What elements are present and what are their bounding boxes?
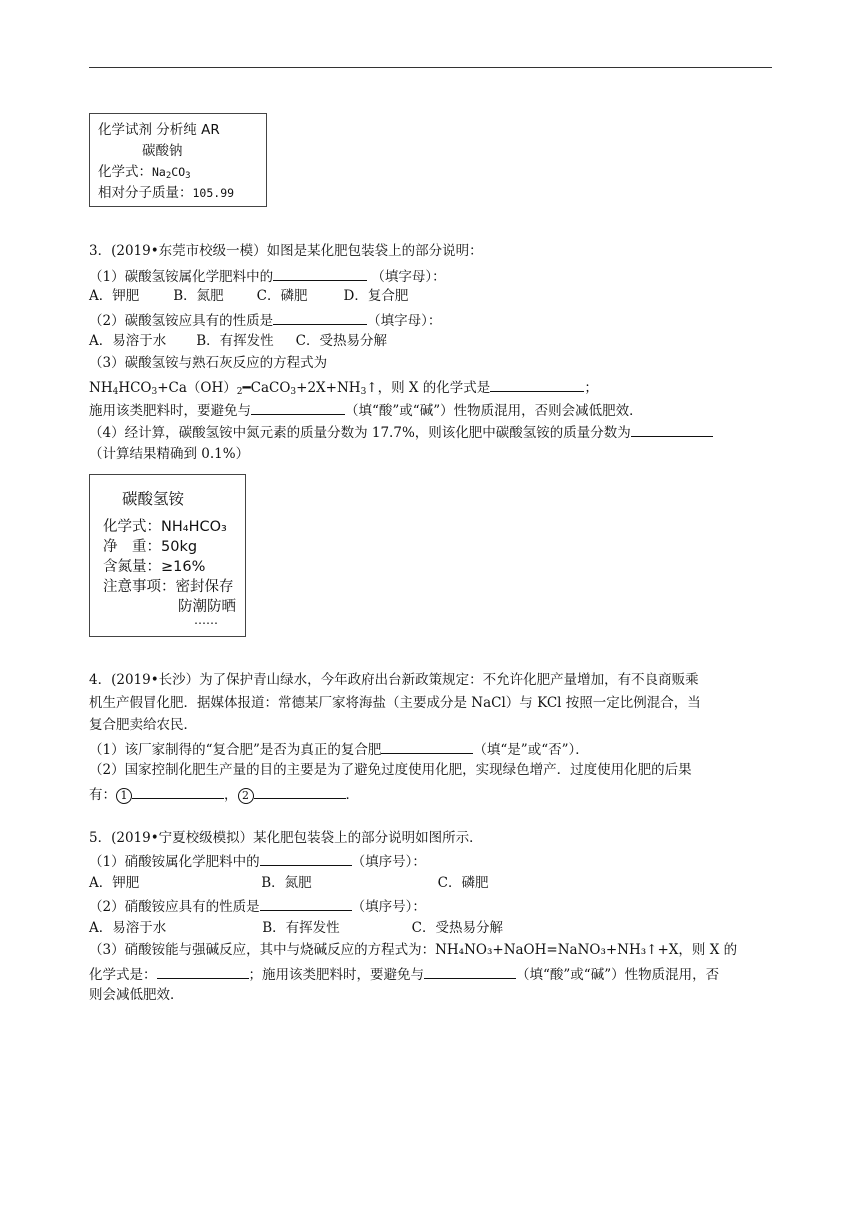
q3-part2: （2）碳酸氢铵应具有的性质是 （填字母）： (89, 313, 442, 329)
q3-part4-line2: （计算结果精确到 0.1%） (89, 446, 250, 462)
q4-part2: （2）国家控制化肥生产量的目的主要是为了避免过度使用化肥，实现绿色增产．过度使用化肥的后果 (89, 762, 692, 778)
q4-part1: （1）该厂家制得的“复合肥”是否为真正的复合肥 （填“是”或“否”）． (89, 742, 589, 758)
fert-title: 碳酸氢铵 (122, 490, 185, 508)
q4-line3: 复合肥卖给农民． (89, 717, 197, 733)
q5-part2: （2）硝酸铵应具有的性质是 （填序号）： (89, 899, 426, 915)
reagent-formula: 化学式：$Na_2CO_3$ (98, 164, 191, 181)
q5-part3-line2: 化学式是： ；施用该类肥料时，要避免与 （填“酸”或“碱”）性物质混用，否 (89, 967, 720, 983)
reagent-label-image (89, 113, 267, 207)
q4-line1: 4．(2019•长沙）为了保护青山绿水，今年政府出台新政策规定：不允许化肥产量增加，有不良商贩乘 (89, 672, 699, 688)
q5-part2-options: A．易溶于水 B．有挥发性 C．受热易分解 (89, 920, 504, 936)
q3-part1-options: A．钾肥 B．氮肥 C．磷肥 D．复合肥 (89, 288, 409, 304)
reagent-name: 碳酸钠 (142, 143, 183, 159)
q5-part1: （1）硝酸铵属化学肥料中的 （填序号）： (89, 854, 426, 870)
fert-note2: 防潮防晒 (178, 599, 236, 615)
q3-part3: （3）碳酸氢铵与熟石灰反应的方程式为 (89, 355, 328, 371)
circle-number-2: 2 (238, 788, 254, 804)
q3-part4: （4）经计算，碳酸氢铵中氮元素的质量分数为 17.7%，则该化肥中碳酸氢铵的质量分数为 (89, 423, 713, 441)
fertilizer-label-image (89, 474, 246, 637)
q3-part3-line2: 施用该类肥料时，要避免与 （填“酸”或“碱”）性物质混用，否则会减低肥效． (89, 403, 643, 419)
q3-header: 3．(2019•东莞市校级一模）如图是某化肥包装袋上的部分说明： (89, 243, 483, 259)
q5-part3-line3: 则会减低肥效． (89, 987, 184, 1003)
fert-nitrogen: 含氮量：≥16% (103, 559, 206, 575)
fert-more: …… (194, 613, 218, 627)
fert-weight: 净 重：50kg (103, 539, 198, 555)
fert-note: 注意事项：密封保存 (103, 579, 234, 595)
reagent-mass: 相对分子质量：105.99 (98, 185, 235, 201)
q3-part2-options: A．易溶于水 B．有挥发性 C．受热易分解 (89, 333, 388, 349)
q5-header: 5．(2019•宁夏校级模拟）某化肥包装袋上的部分说明如图所示． (89, 830, 483, 846)
circle-number-1: 1 (116, 788, 132, 804)
q5-part3: （3）硝酸铵能与强碱反应，其中与烧碱反应的方程式为：NH₄NO₃+NaOH=NaNO₃+NH₃↑+X，则 X 的 (89, 942, 738, 958)
q4-part2-line2: 有： 1 ， 2 ． (89, 787, 359, 803)
fert-formula: 化学式：NH₄HCO₃ (103, 519, 227, 535)
q3-part1: （1）碳酸氢铵属化学肥料中的 （填字母）： (89, 269, 446, 285)
header-rule (89, 67, 772, 68)
q3-equation: $NH_4HCO_3+Ca(OH)_2━CaCO_3+2X+NH_3↑$，则 X 的化学式是 ； (89, 380, 598, 397)
reagent-line1: 化学试剂 分析纯 AR (98, 122, 220, 138)
q4-line2: 机生产假冒化肥．据媒体报道：常德某厂家将海盐（主要成分是 NaCl）与 KCl 按照一定比例混合，当 (89, 695, 701, 711)
q5-part1-options: A．钾肥 B．氮肥 C．磷肥 (89, 875, 489, 891)
